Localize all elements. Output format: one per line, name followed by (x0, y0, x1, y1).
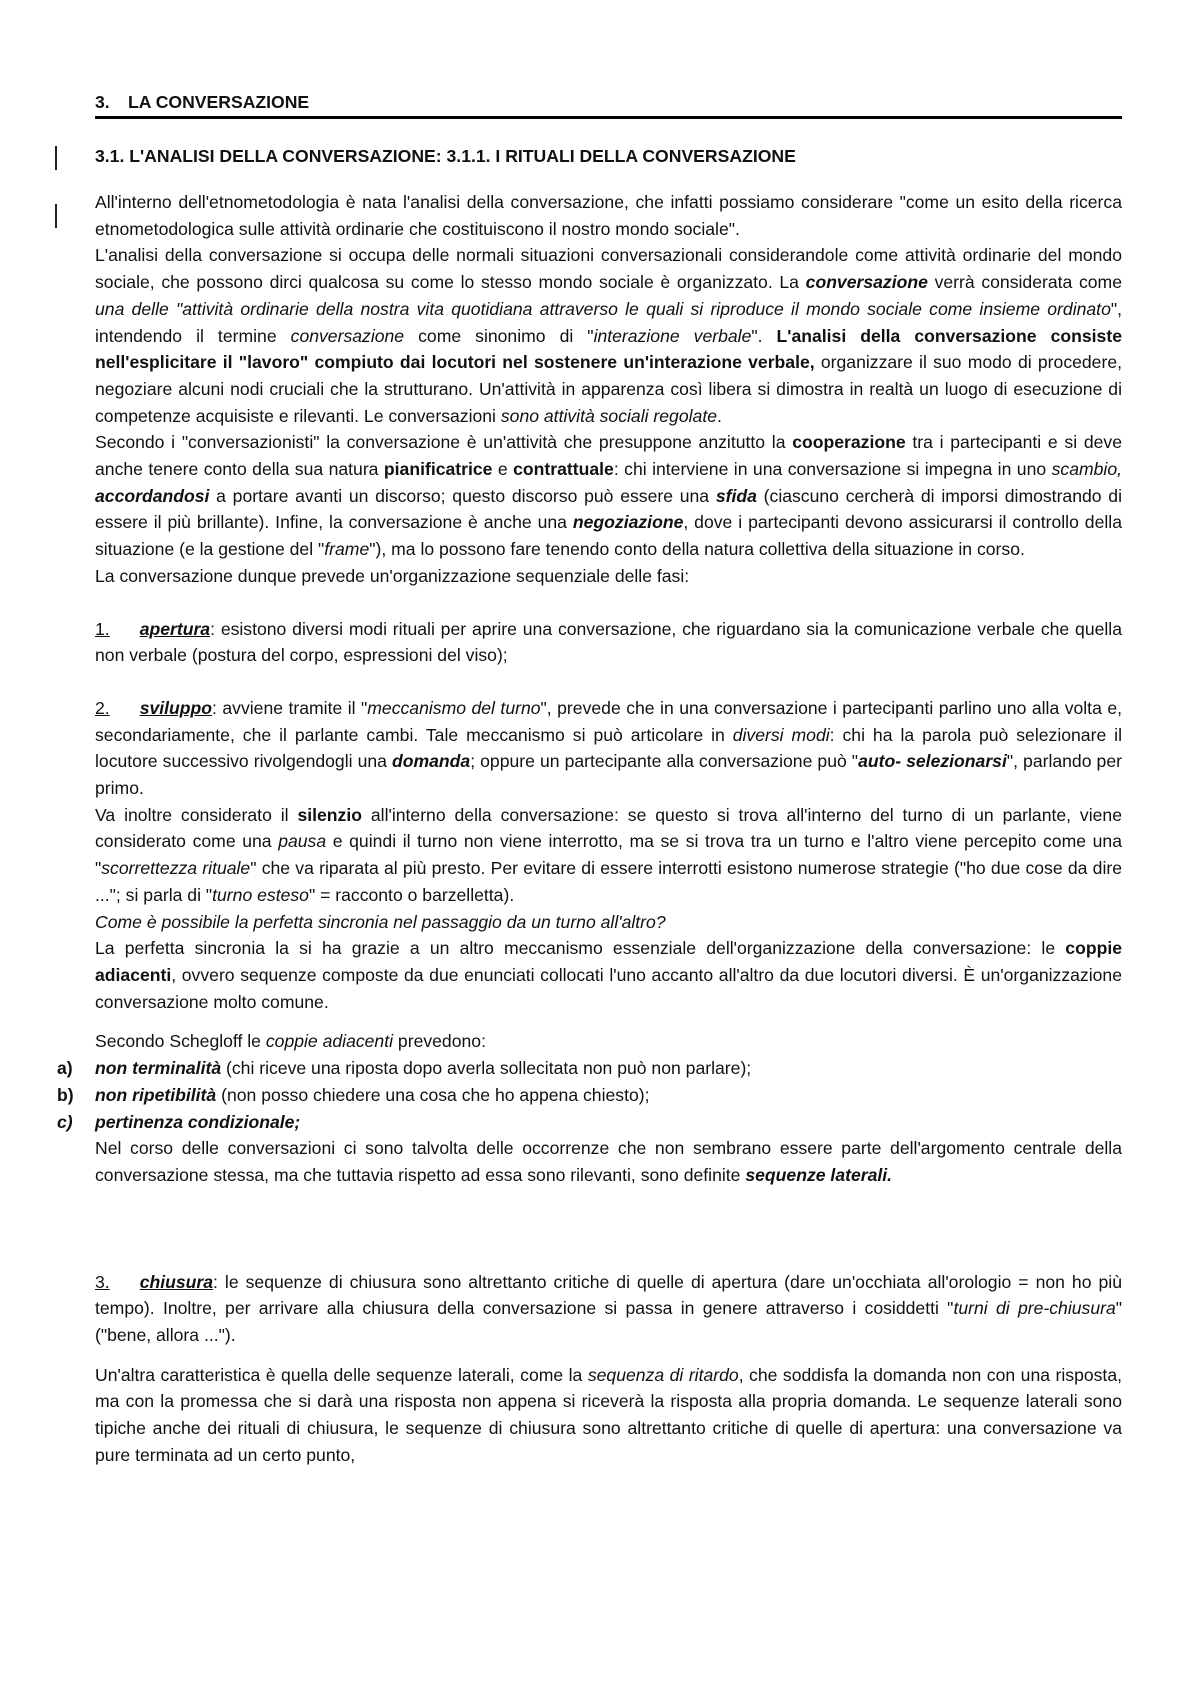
change-bar (55, 146, 57, 170)
text-run: ; oppure un partecipante alla conversazione può " (470, 751, 859, 772)
text-run: pausa (278, 831, 327, 852)
list-term: pertinenza condizionale; (95, 1111, 301, 1132)
text-run: Va inoltre considerato il (95, 804, 298, 825)
text-run: ", prevede che in una conversazione i partecipanti parlino uno alla volta e, secondariamente, che il parlante cambi. Tale meccanismo si può articolare in (95, 697, 1122, 745)
text-run: organizzare il suo modo di procedere, negoziare alcuni nodi cruciali che la strutturano. Un'attività in apparenza così libera si dimostra in realtà un luogo di esecuzione di competenze acquisiste e rilevanti. Le conversazioni (95, 352, 1122, 426)
text-run: all'interno della conversazione: se questo si trova all'interno del turno di un parlante, viene considerato come una (95, 804, 1122, 852)
text-run: verrà considerata come (927, 272, 1122, 293)
change-bar (55, 204, 57, 228)
silence-paragraph (95, 802, 1122, 909)
text-run: Un'altra caratteristica è quella delle sequenze laterali, come la (95, 1364, 588, 1385)
text-run: silenzio (297, 804, 362, 825)
intro-paragraph (95, 429, 1122, 563)
text-run: ", intendendo il termine (95, 298, 1122, 346)
text-run: una delle "attività ordinarie della nostra vita quotidiana attraverso le quali si riproduce il mondo sociale come insieme ordinato (95, 298, 1111, 319)
text-run: cooperazione (792, 432, 906, 453)
phase-sviluppo (95, 695, 1122, 802)
text-run: sequenza di ritardo (587, 1364, 739, 1385)
text-run: tra i partecipanti e si deve anche tenere conto della sua natura (95, 432, 1122, 480)
intro-paragraph: All'interno dell'etnometodologia è nata l'analisi della conversazione, che infatti possiamo considerare "come un esito della ricerca etnometodologica sulle attività ordinarie che costituiscono il nostro mondo sociale". (95, 192, 1122, 239)
list-text: (chi riceve una riposta dopo averla sollecitata non può non parlare); (221, 1058, 752, 1079)
text-run: : chi interviene in una conversazione si impegna in uno (613, 459, 1052, 480)
lateral-sequences-paragraph (95, 1135, 1122, 1188)
text-run: Nel corso delle conversazioni ci sono talvolta delle occorrenze che non sembrano essere parte dell'argomento centrale della conversazione stessa, ma che tuttavia rispetto ad essa sono rilevanti, sono definite (95, 1138, 1122, 1185)
text-run: Secondo i "conversazionisti" la conversazione è un'attività che presuppone anzitutto la (95, 432, 793, 453)
schegloff-intro (95, 1028, 1122, 1055)
heading-1 (95, 90, 1122, 119)
list-label: c) (57, 1111, 73, 1132)
text-run: domanda (391, 751, 471, 772)
text-run: accordandosi (95, 485, 210, 506)
text-run: sequenze laterali. (745, 1164, 893, 1185)
text-run: meccanismo del turno (367, 697, 541, 718)
text-run: "), ma lo possono fare tenendo conto della natura collettiva della situazione in corso. (369, 539, 1025, 560)
text-run: . (717, 405, 722, 426)
text-run: coppie adiacenti (95, 938, 1122, 985)
list-term: non terminalità (95, 1058, 222, 1079)
list-label: a) (57, 1058, 73, 1079)
text-run: e (492, 459, 514, 480)
text-run: , dove i partecipanti devono assicurarsi il controllo della situazione (e la gestione del " (95, 512, 1122, 560)
text-run: contrattuale (513, 459, 614, 480)
text-run: " che va riparata al più presto. Per evitare di essere interrotti esistono numerose strategie ("ho due cose da dire ..."; si parla di " (95, 858, 1122, 905)
heading-title: LA CONVERSAZIONE (128, 92, 310, 112)
text-run: , che soddisfa la domanda non con una risposta, ma con la promessa che si darà una risposta non appena si riceverà la risposta alla propria domanda. Le sequenze laterali sono tipiche anche dei rituali di chiusura, le sequenze di chiusura sono altrettanto critiche di quelle di apertura: una conversazione va pure terminata ad un certo punto, (95, 1364, 1122, 1465)
phase-number: 1. apertura (95, 618, 211, 639)
text-run: a portare avanti un discorso; questo discorso può essere una (209, 485, 716, 506)
text-run: La perfetta sincronia la si ha grazie a un altro meccanismo essenziale dell'organizzazione della conversazione: le (95, 938, 1066, 959)
heading-2: 3.1. L'ANALISI DELLA CONVERSAZIONE: 3.1.1. I RITUALI DELLA CONVERSAZIONE (95, 146, 796, 166)
text-run: ", parlando per primo. (95, 751, 1122, 799)
list-text: (non posso chiedere una cosa che ho appena chiesto); (216, 1084, 650, 1105)
text-run: coppie adiacenti (265, 1031, 394, 1052)
adjacent-pairs-paragraph (95, 935, 1122, 1015)
phase-apertura (95, 616, 1122, 669)
text-run: Come è possibile la perfetta sincronia nel passaggio da un turno all'altro? (95, 911, 666, 932)
text-run: turno esteso (212, 884, 309, 905)
text-run: conversazione (805, 272, 928, 293)
text-run: scorrettezza rituale (101, 858, 251, 879)
text-run: sfida (715, 485, 757, 506)
text-run: ". (751, 325, 777, 346)
heading-number: 3. (95, 92, 110, 112)
text-run: L'analisi della conversazione si occupa delle normali situazioni conversazionali considerandole come attività ordinarie del mondo sociale, che possono dirci qualcosa su come lo stesso mondo sociale è organizzato. La (95, 245, 1122, 293)
text-run: pianificatrice (383, 459, 493, 480)
text-run: : le sequenze di chiusura sono altrettanto critiche di quelle di apertura (dare un'occhiata all'orologio = non ho più tempo). Inoltre, per arrivare alla chiusura della conversazione si passa in genere attraverso i cosiddetti " (95, 1271, 1122, 1319)
text-run: : avviene tramite il " (212, 697, 368, 718)
text-run: , ovvero sequenze composte da due enunciati collocati l'uno accanto all'altro da due locutori diversi. È un'organizzazione conversazione molto comune. (95, 964, 1122, 1012)
text-run: diversi modi (732, 724, 830, 745)
text-run: frame (324, 539, 370, 560)
text-run: " ("bene, allora ..."). (95, 1298, 1123, 1346)
closing-paragraph (95, 1362, 1122, 1469)
list-item (57, 1055, 1122, 1082)
text-run: : chi ha la parola può selezionare il locutore successivo rivolgendogli una (95, 724, 1123, 772)
text-run: auto- selezionarsi (858, 751, 1007, 772)
list-item (57, 1109, 1122, 1136)
text-run: : esistono diversi modi rituali per aprire una conversazione, che riguardano sia la comunicazione verbale che quella non verbale (postura del corpo, espressioni del viso); (95, 618, 1122, 666)
phase-term: chiusura (139, 1271, 214, 1292)
phase-number: 3. chiusura (95, 1271, 214, 1292)
text-run: Secondo Schegloff le (95, 1031, 266, 1052)
text-run: L'analisi della conversazione consiste nell'esplicitare il "lavoro" compiuto dai locutori nel sostenere un'interazione verbale, (95, 325, 1122, 373)
phase-term: sviluppo (139, 697, 213, 718)
intro-paragraph: La conversazione dunque prevede un'organizzazione sequenziale delle fasi: (95, 565, 690, 586)
text-run: " = racconto o barzelletta). (308, 884, 515, 905)
text-run: conversazione (290, 325, 405, 346)
text-run: sono attività sociali regolate (500, 405, 717, 426)
text-run: scambio, (1051, 459, 1122, 480)
text-run: turni di pre-chiusura (953, 1298, 1116, 1319)
list-term: non ripetibilità (95, 1084, 217, 1105)
document-body (57, 90, 1123, 1469)
list-label: b) (57, 1084, 74, 1105)
text-run: (ciascuno cercherà di imporsi dimostrando di essere il più brillante). Infine, la conversazione è anche una (95, 485, 1123, 533)
intro-paragraph (95, 242, 1122, 429)
question-line (95, 909, 1122, 936)
phase-term: apertura (139, 618, 211, 639)
text-run: e quindi il turno non viene interrotto, ma se si trova tra un turno e l'altro viene percepito come una " (95, 831, 1122, 879)
text-run: prevedono: (393, 1031, 486, 1052)
text-run: negoziazione (572, 512, 684, 533)
text-run: interazione verbale (593, 325, 752, 346)
phase-chiusura (95, 1269, 1122, 1349)
text-run: come sinonimo di " (404, 325, 594, 346)
phase-number: 2. sviluppo (95, 697, 213, 718)
list-item (57, 1082, 1122, 1109)
